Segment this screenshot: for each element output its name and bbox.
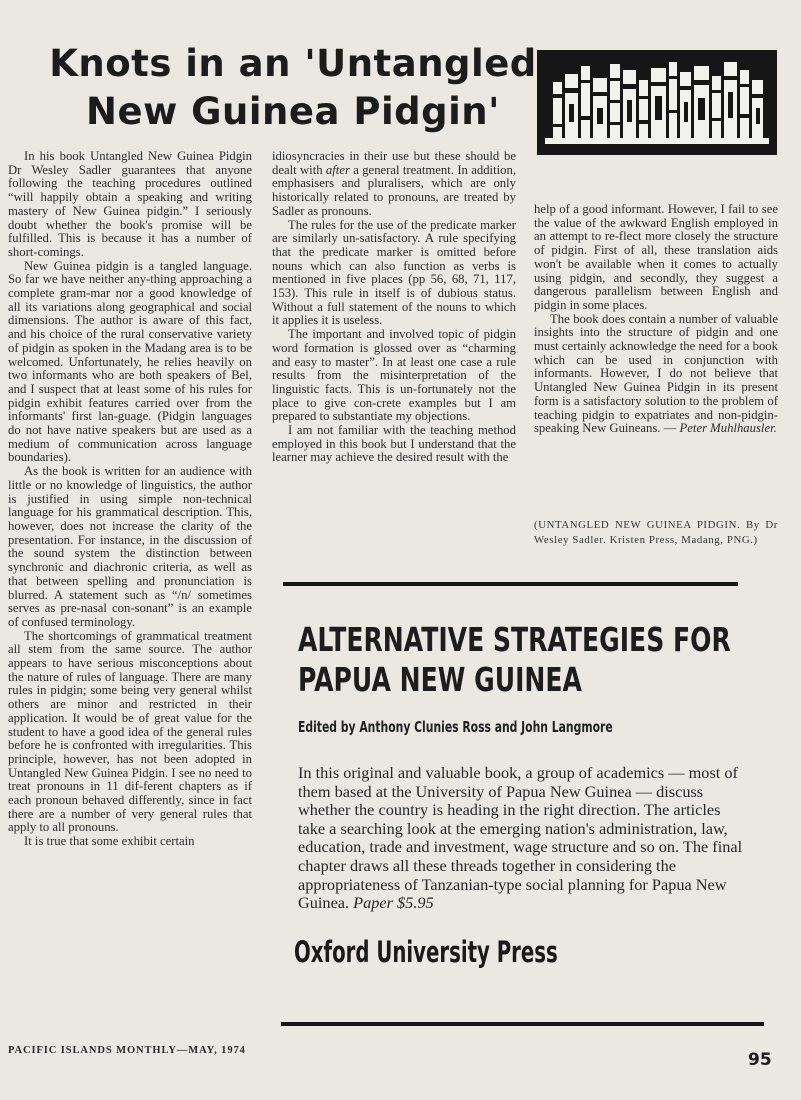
review-paragraph: The important and involved topic of pidgin word formation is glossed over as “charming and easy to master”. In at least one case a rule results from the misinterpretation of the linguistic facts. This is un-fortunately not the place to give con-crete examples but I am prepared to substantiate my objections. xyxy=(272,327,516,424)
review-paragraph xyxy=(534,313,778,436)
review-paragraph: New Guinea pidgin is a tangled language. So far we have neither any-thing approaching a complete gram-mar nor a good knowledge of all its variations along geographical and social dimensions. The author is aware of this fact, and his choice of the rural conservative variety of pidgin as spoken in the Madang area is to be welcomed. Unfortunately, he relies heavily on two informants who are both speakers of Bel, and I suspect that at least some of his rules for pidgin exhibit features carried over from the informants' first lan-guage. (Pidgin languages do not have native speakers but are used as a medium of communication across language boundaries). xyxy=(8,258,252,465)
review-paragraph: In his book Untangled New Guinea Pidgin Dr Wesley Sadler guarantees that anyone following the teaching procedures outlined “will happily obtain a speaking and writing mastery of New Guinea pidgin.” I seriously doubt whether the book's promise will be fulfilled. This is because it has a number of short-comings. xyxy=(8,149,252,259)
advert-editors: Edited by Anthony Clunies Ross and John Langmore xyxy=(298,718,613,736)
advert-title xyxy=(298,620,731,700)
review-paragraph: I am not familiar with the teaching method employed in this book but I understand that the learner may achieve the desired result with the xyxy=(272,423,516,465)
review-paragraph: It is true that some exhibit certain xyxy=(24,834,195,849)
review-paragraph: The shortcomings of grammatical treatment all stem from the same source. The author appears to have serious misconceptions about the nature of rules of language. There are many rules in pidgin; some being very general whilst others are minor and restricted in their application. It would be of great value for the student to have a good idea of the general rules before he is confronted with irregularities. This principle, however, has not been adopted in Untangled New Guinea Pidgin. I see no need to treat pronouns in 11 dif-ferent chapters as if each pronoun behaved differently, since in fact there are a number of very general rules that apply to all pronouns. xyxy=(8,628,252,835)
review-paragraph: The rules for the use of the predicate marker are similarly un-satisfactory. A rule specifying that the predicate marker is omitted before nouns which can also function as verbs is mentioned in five places (pp 56, 68, 71, 117, 153). This rule in itself is of dubious status. Without a full statement of the nouns to which it applies it is useless. xyxy=(272,217,516,328)
review-text: a general treatment. In addition, emphasisers and pluralisers, which are only historically related to pronouns, are treated by Sadler as pronouns. xyxy=(272,162,516,218)
divider-rule xyxy=(283,582,738,586)
advert-body-text: In this original and valuable book, a group of academics — most of them based at the University of Papua New Guinea — discuss whether the country is heading in the right direction. The articles take a searching look at the emerging nation's administration, law, education, trade and investment, wage structure and so on. The final chapter draws all these threads together in considering the appropriateness of Tanzanian-type social planning for Papua New Guinea. xyxy=(298,763,743,913)
divider-rule xyxy=(281,1022,764,1026)
review-text: The book does contain a number of valuable insights into the structure of pidgin and one must certainly acknowledge the need for a book which can be used in conjunction with informants. However, I do not believe that Untangled New Guinea Pidgin in its present form is a satisfactory solution to the problem of teaching pidgin to expatriates and non-pidgin-speaking New Guineans. — xyxy=(534,311,778,436)
review-text: idiosyncracies in their use but these should be dealt with xyxy=(272,149,516,177)
review-paragraph: As the book is written for an audience with little or no knowledge of linguistics, the author is justified in using simple non-technical language for his grammatical description. This, however, does not increase the clarity of the presentation. For instance, in the discussion of the sound system the distinction between synchronic and diachronic criteria, as well as that between spelling and pronunciation is blurred. A statement such as “/n/ sometimes serves as pre-nasal con-sonant” is an example of confused terminology. xyxy=(8,464,252,629)
page-number: 95 xyxy=(748,1050,772,1070)
review-column-2 xyxy=(272,150,516,465)
review-paragraph: help of a good informant. However, I fail to see the value of the awkward English employed in an attempt to re-flect more closely the structure of pidgin. First of all, these translation aids won't be available when it comes to actually using pidgin, and secondly, they suggest a dangerous parallelism between English and pidgin in some places. xyxy=(534,202,778,312)
advert-description xyxy=(298,764,750,913)
review-author: Peter Muhlhausler. xyxy=(679,421,777,436)
emphasis-text: after xyxy=(325,162,350,177)
review-paragraph xyxy=(272,150,516,219)
books-icon xyxy=(537,50,777,155)
bookshelf-illustration xyxy=(537,50,777,155)
review-column-3 xyxy=(534,203,778,436)
advert-title-line: ALTERNATIVE STRATEGIES FOR xyxy=(298,620,731,659)
magazine-footer: PACIFIC ISLANDS MONTHLY—MAY, 1974 xyxy=(8,1045,246,1056)
review-headline: Knots in an 'Untangled New Guinea Pidgin' xyxy=(49,42,537,133)
advert-title-line: PAPUA NEW GUINEA xyxy=(298,660,582,699)
review-column-1 xyxy=(8,150,252,849)
advert-price: Paper $5.95 xyxy=(353,893,434,913)
book-citation: (UNTANGLED NEW GUINEA PIDGIN. By Dr Wesley Sadler. Kristen Press, Madang, PNG.) xyxy=(534,519,778,546)
advert-publisher: Oxford University Press xyxy=(294,935,558,969)
